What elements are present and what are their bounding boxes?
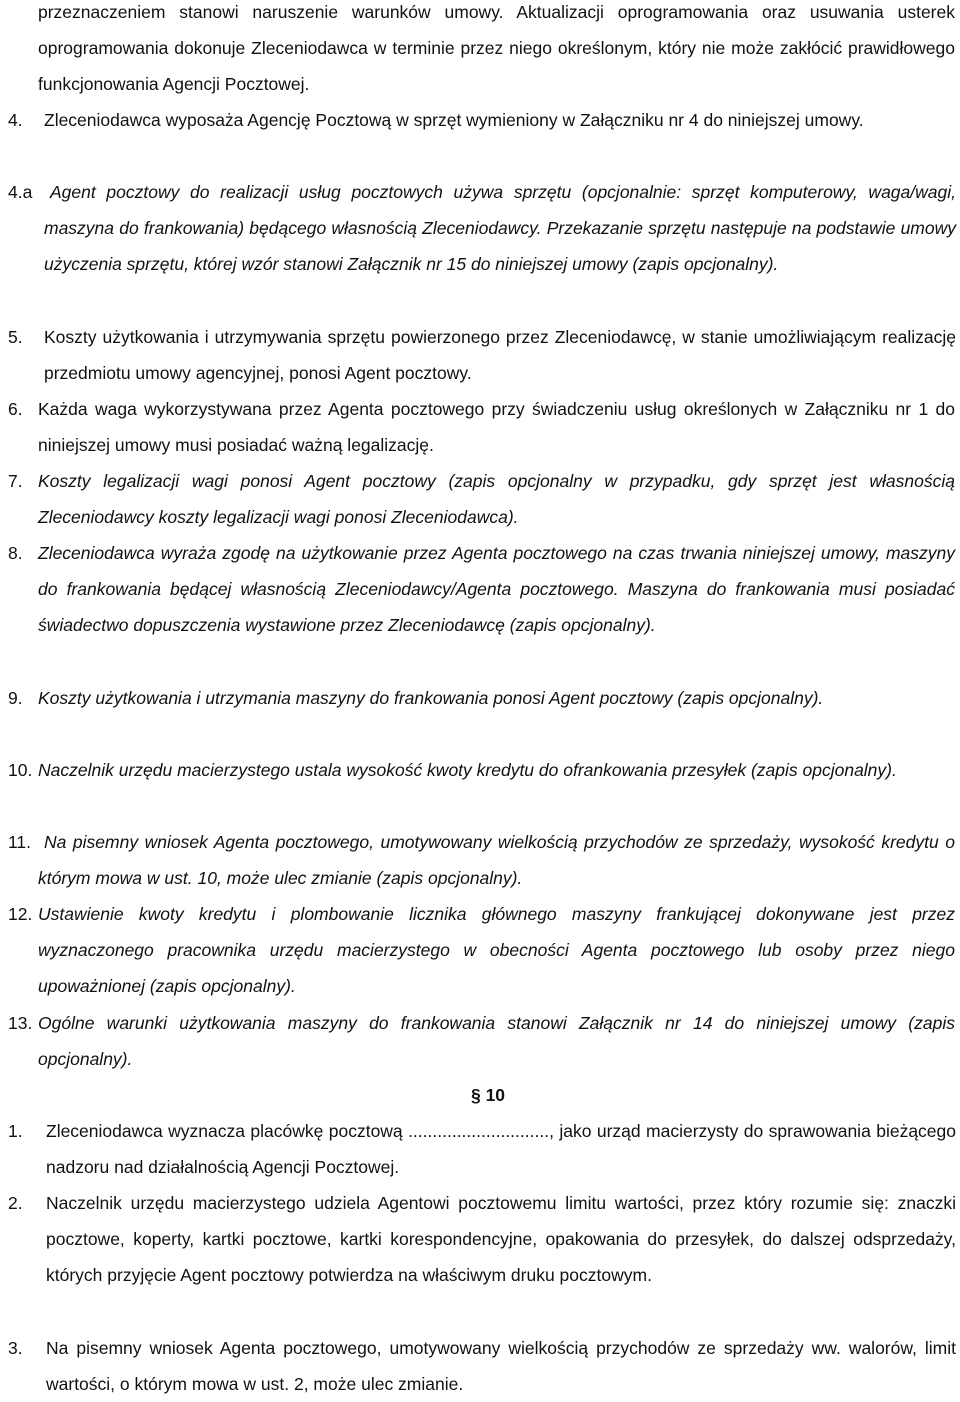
item-text: Zleceniodawca wyraża zgodę na użytkowanie przez Agenta pocztowego na czas trwania niniejszej umowy, maszyny do frankowania będącej własnością Zleceniodawcy/Agenta pocztowego. Maszyna do frankowania musi posiadać świadectwo dopuszczenia wystawione przez Zleceniodawcę (zapis opcjonalny). <box>38 543 955 636</box>
item-number: 4.a <box>8 182 33 202</box>
item-text: Zleceniodawca wyposaża Agencję Pocztową w sprzęt wymieniony w Załączniku nr 4 do niniejszej umowy. <box>44 110 864 130</box>
item-text: Na pisemny wniosek Agenta pocztowego, umotywowany wielkością przychodów ze sprzedaży, wysokość kredytu o którym mowa w ust. 10, może ulec zmianie (zapis opcjonalny). <box>38 832 955 889</box>
section-item-number: 3. <box>8 1338 23 1358</box>
continuation-paragraph: przeznaczeniem stanowi naruszenie warunków umowy. Aktualizacji oprogramowania oraz usuwania usterek oprogramowania dokonuje Zleceniodawca w terminie przez niego określonym, który nie może zakłócić prawidłowego funkcjonowania Agencji Pocztowej. <box>38 2 955 95</box>
item-number: 4. <box>8 110 23 130</box>
item-number: 5. <box>8 327 23 347</box>
item-text: Koszty legalizacji wagi ponosi Agent pocztowy (zapis opcjonalny w przypadku, gdy sprzęt jest własnością Zleceniodawcy koszty legalizacji wagi ponosi Zleceniodawca). <box>38 471 955 528</box>
item-text: Każda waga wykorzystywana przez Agenta pocztowego przy świadczeniu usług określonych w Załączniku nr 1 do niniejszej umowy musi posiadać ważną legalizację. <box>38 399 955 456</box>
item-text: Naczelnik urzędu macierzystego ustala wysokość kwoty kredytu do ofrankowania przesyłek (zapis opcjonalny). <box>38 760 897 780</box>
section-item-text: Naczelnik urzędu macierzystego udziela Agentowi pocztowemu limitu wartości, przez który rozumie się: znaczki pocztowe, koperty, kartki pocztowe, kartki korespondencyjne, opakowania do przesyłek, do dalszej odsprzedaży, których przyjęcie Agent pocztowy potwierdza na właściwym druku pocztowym. <box>46 1193 956 1286</box>
item-number: 8. <box>8 543 23 563</box>
item-text: Koszty użytkowania i utrzymania maszyny do frankowania ponosi Agent pocztowy (zapis opcjonalny). <box>38 688 824 708</box>
item-number: 7. <box>8 471 23 491</box>
item-number: 10. <box>8 760 33 780</box>
section-item-text: Zleceniodawca wyznacza placówkę pocztową ............................., jako urząd macierzysty do sprawowania bieżącego nadzoru nad działalnością Agencji Pocztowej. <box>46 1121 956 1178</box>
section-item-number: 1. <box>8 1121 23 1141</box>
item-text: Ustawienie kwoty kredytu i plombowanie licznika głównego maszyny frankującej dokonywane jest przez wyznaczonego pracownika urzędu macierzystego w obecności Agenta pocztowego lub osoby przez niego upoważnionej (zapis opcjonalny). <box>38 904 955 997</box>
section-item-number: 2. <box>8 1193 23 1213</box>
section-item-text: Na pisemny wniosek Agenta pocztowego, umotywowany wielkością przychodów ze sprzedaży ww. walorów, limit wartości, o którym mowa w ust. 2, może ulec zmianie. <box>46 1338 956 1395</box>
item-text: Agent pocztowy do realizacji usług pocztowych używa sprzętu (opcjonalnie: sprzęt komputerowy, waga/wagi, maszyna do frankowania) będącego własnością Zleceniodawcy. Przekazanie sprzętu następuje na podstawie umowy użyczenia sprzętu, której wzór stanowi Załącznik nr 15 do niniejszej umowy (zapis opcjonalny). <box>44 182 956 275</box>
section-heading: § 10 <box>470 1085 506 1105</box>
item-number: 9. <box>8 688 23 708</box>
item-text: Ogólne warunki użytkowania maszyny do frankowania stanowi Załącznik nr 14 do niniejszej umowy (zapis opcjonalny). <box>38 1013 955 1070</box>
item-number: 12. <box>8 904 33 924</box>
item-text: Koszty użytkowania i utrzymywania sprzętu powierzonego przez Zleceniodawcę, w stanie umożliwiającym realizację przedmiotu umowy agencyjnej, ponosi Agent pocztowy. <box>44 327 956 384</box>
item-number: 11. <box>8 832 32 852</box>
item-number: 13. <box>8 1013 33 1033</box>
item-number: 6. <box>8 399 23 419</box>
